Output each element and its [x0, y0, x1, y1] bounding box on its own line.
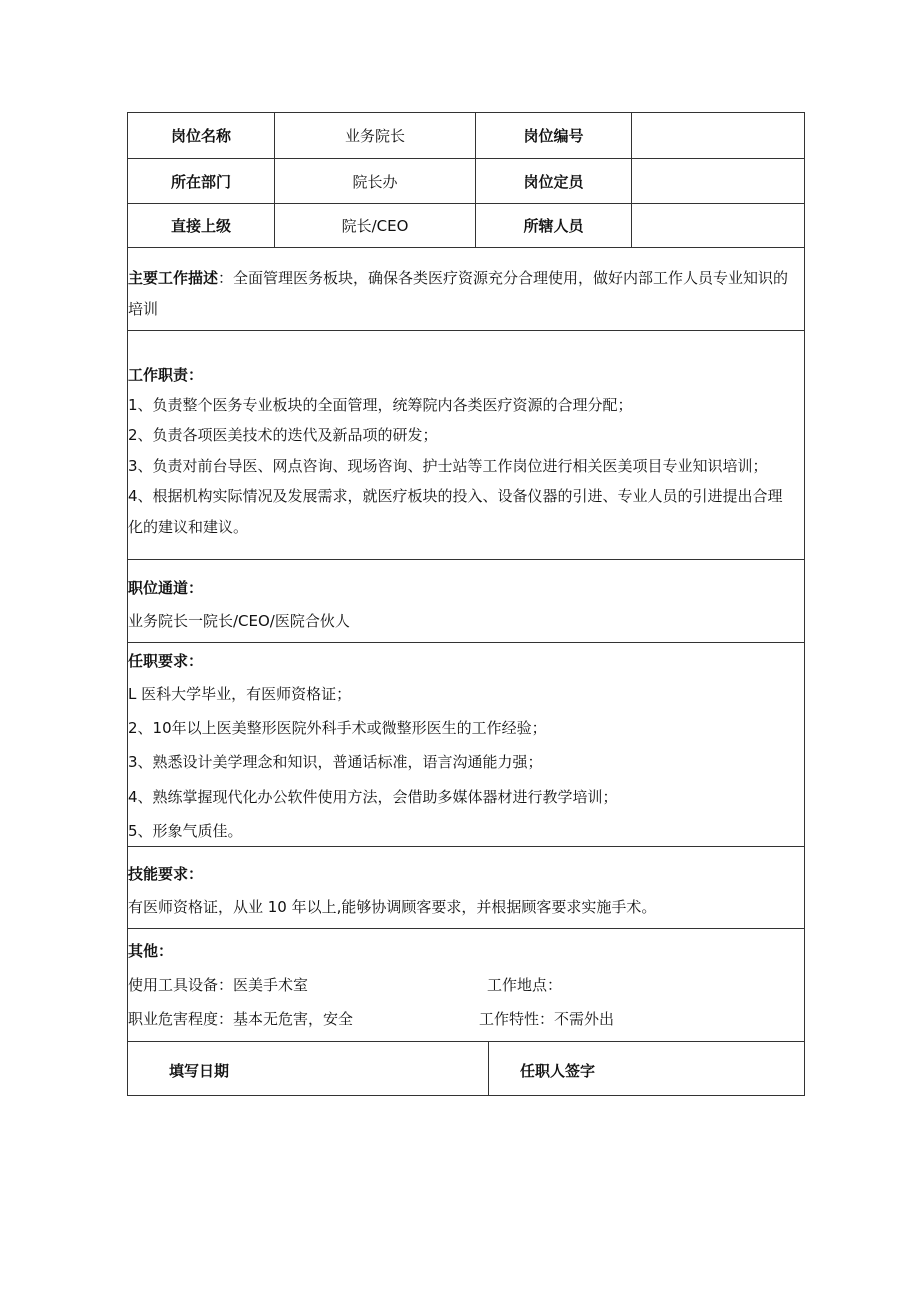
- duty-item: 3、负责对前台导医、网点咨询、现场咨询、护士站等工作岗位进行相关医美项目专业知识培训；: [128, 457, 768, 475]
- career-path-text: 业务院长一院长/CEO/医院合伙人: [128, 612, 350, 630]
- supervisor-label: 直接上级: [170, 217, 231, 235]
- row-divider: [127, 1041, 805, 1042]
- department-value: 院长办: [352, 172, 398, 191]
- position-code-value[interactable]: [632, 113, 804, 158]
- skills-label: 技能要求：: [128, 865, 204, 883]
- requirement-item: 3、熟悉设计美学理念和知识，普通话标准，语言沟通能力强；: [128, 753, 543, 771]
- subordinates-label: 所辖人员: [523, 217, 584, 235]
- main-description: [128, 263, 796, 325]
- career-path-label: 职位通道：: [128, 579, 204, 597]
- duty-item: 1、负责整个医务专业板块的全面管理，统筹院内各类医疗资源的合理分配；: [128, 396, 633, 414]
- requirement-item: L 医科大学毕业，有医师资格证；: [128, 685, 352, 703]
- row-divider: [127, 642, 805, 643]
- department-label: 所在部门: [170, 172, 231, 191]
- supervisor-value: 院长/CEO: [341, 217, 409, 235]
- main-description-text: ：全面管理医务板块，确保各类医疗资源充分合理使用，做好内部工作人员专业知识的培训: [128, 269, 789, 318]
- row-divider: [127, 846, 805, 847]
- row-divider: [127, 247, 805, 248]
- hazard-text: 职业危害程度：基本无危害，安全: [128, 1010, 354, 1028]
- position-code-label: 岗位编号: [523, 127, 584, 145]
- table-frame: [127, 112, 805, 1096]
- main-description-label: 主要工作描述: [128, 269, 219, 287]
- headcount-value[interactable]: [632, 159, 804, 203]
- headcount-label: 岗位定员: [523, 172, 584, 191]
- requirement-item: 4、熟练掌握现代化办公软件使用方法，会借助多媒体器材进行教学培训；: [128, 788, 618, 806]
- other-label: 其他：: [128, 942, 174, 960]
- col-divider: [488, 1041, 489, 1096]
- row-divider: [127, 559, 805, 560]
- work-nature-text: 工作特性：不需外出: [479, 1010, 615, 1028]
- row-divider: [127, 928, 805, 929]
- fill-date-label: 填写日期: [169, 1062, 230, 1080]
- duties-label: 工作职责：: [128, 366, 204, 384]
- position-name-label: 岗位名称: [170, 127, 231, 145]
- signature-label: 任职人签字: [520, 1062, 596, 1080]
- work-location-text: 工作地点：: [487, 976, 563, 994]
- position-name-value: 业务院长: [344, 127, 405, 145]
- skills-text: 有医师资格证，从业 10 年以上,能够协调顾客要求，并根据顾客要求实施手术。: [128, 898, 657, 916]
- requirements-label: 任职要求：: [128, 652, 204, 670]
- subordinates-value[interactable]: [632, 204, 804, 247]
- equipment-text: 使用工具设备：医美手术室: [128, 976, 309, 994]
- requirement-item: 2、10年以上医美整形医院外科手术或微整形医生的工作经验；: [128, 719, 547, 737]
- duty-item: 4、根据机构实际情况及发展需求，就医疗板块的投入、设备仪器的引进、专业人员的引进提出合理化的建议和建议。: [128, 487, 783, 536]
- row-divider: [127, 330, 805, 331]
- duty-item: 2、负责各项医美技术的迭代及新品项的研发；: [128, 426, 438, 444]
- requirement-item: 5、形象气质佳。: [128, 822, 243, 840]
